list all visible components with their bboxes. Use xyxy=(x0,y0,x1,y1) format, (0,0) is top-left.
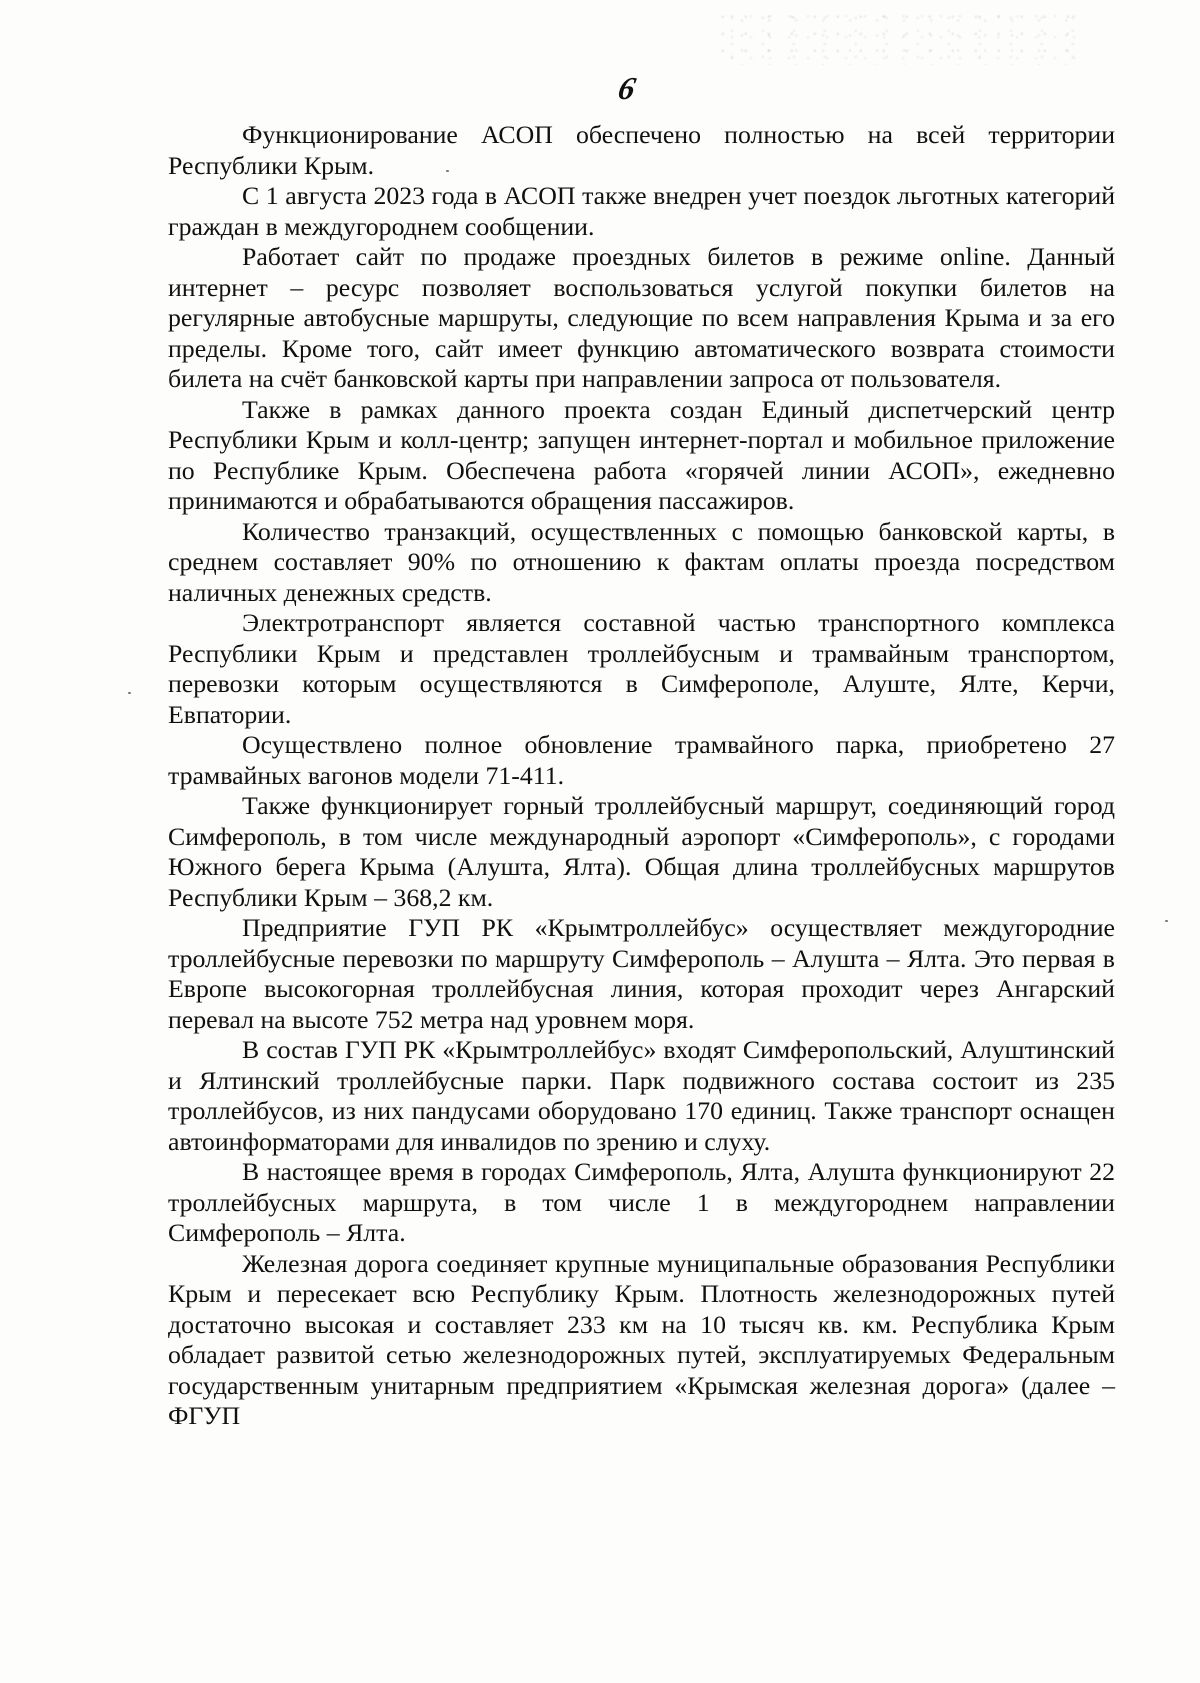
body-text xyxy=(168,120,1115,1432)
paragraph-electric-transport: Электротранспорт является составной частью транспортного комплекса Республики Крым и представлен троллейбусным и трамвайным транспортом, перевозки которым осуществляются в Симферополе, Алуште, Ялте, Керчи, Евпатории. xyxy=(168,608,1115,729)
paragraph-benefit-trips: С 1 августа 2023 года в АСОП также внедрен учет поездок льготных категорий граждан в междугороднем сообщении. xyxy=(168,181,1115,241)
paragraph-trolleybus-parks: В состав ГУП РК «Крымтроллейбус» входят Симферопольский, Алуштинский и Ялтинский троллейбусные парки. Парк подвижного состава состоит из 235 троллейбусов, из них пандусами оборудовано 170 единиц. Также транспорт оснащен автоинформаторами для инвалидов по зрению и слуху. xyxy=(168,1035,1115,1156)
paragraph-dispatch-center: Также в рамках данного проекта создан Единый диспетчерский центр Республики Крым и колл-центр; запущен интернет-портал и мобильное приложение по Республике Крым. Обеспечена работа «горячей линии АСОП», ежедневно принимаются и обрабатываются обращения пассажиров. xyxy=(168,394,1115,515)
paragraph-krymtrolleybus-route: Предприятие ГУП РК «Крымтроллейбус» осуществляет междугородние троллейбусные перевозки по маршруту Симферополь – Алушта – Ялта. Это первая в Европе высокогорная троллейбусная линия, которая проходит через Ангарский перевал на высоте 752 метра над уровнем моря. xyxy=(168,913,1115,1034)
page-number: 6 xyxy=(615,70,639,106)
paragraph-railway: Железная дорога соединяет крупные муниципальные образования Республики Крым и пересекает всю Республику Крым. Плотность железнодорожных путей достаточно высокая и составляет 233 км на 10 тысяч кв. км. Республика Крым обладает развитой сетью железнодорожных путей, эксплуатируемых Федеральным государственным унитарным предприятием «Крымская железная дорога» (далее – ФГУП xyxy=(168,1248,1115,1430)
scan-speck xyxy=(128,692,131,694)
paragraph-card-transactions: Количество транзакций, осуществленных с помощью банковской карты, в среднем составляет 90% по отношению к фактам оплаты проезда посредством наличных денежных средств. xyxy=(168,516,1115,607)
paragraph-trolleybus-routes: В настоящее время в городах Симферополь, Ялта, Алушта функционируют 22 троллейбусных маршрута, в том числе 1 в междугороднем направлении Симферополь – Ялта. xyxy=(168,1157,1115,1247)
paragraph-asop-coverage: Функционирование АСОП обеспечено полностью на всей территории Республики Крым. xyxy=(168,120,1115,180)
scan-speck xyxy=(1165,920,1168,922)
scan-artifact xyxy=(720,10,1080,65)
paragraph-tram-fleet: Осуществлено полное обновление трамвайного парка, приобретено 27 трамвайных вагонов модели 71-411. xyxy=(168,730,1115,790)
paragraph-mountain-trolleybus: Также функционирует горный троллейбусный маршрут, соединяющий город Симферополь, в том числе международный аэропорт «Симферополь», с городами Южного берега Крыма (Алушта, Ялта). Общая длина троллейбусных маршрутов Республики Крым – 368,2 км. xyxy=(168,791,1115,912)
paragraph-ticket-website: Работает сайт по продаже проездных билетов в режиме online. Данный интернет – ресурс позволяет воспользоваться услугой покупки билетов на регулярные автобусные маршруты, следующие по всем направления Крыма и за его пределы. Кроме того, сайт имеет функцию автоматического возврата стоимости билета на счёт банковской карты при направлении запроса от пользователя. xyxy=(168,242,1115,393)
scan-speck xyxy=(446,170,449,172)
